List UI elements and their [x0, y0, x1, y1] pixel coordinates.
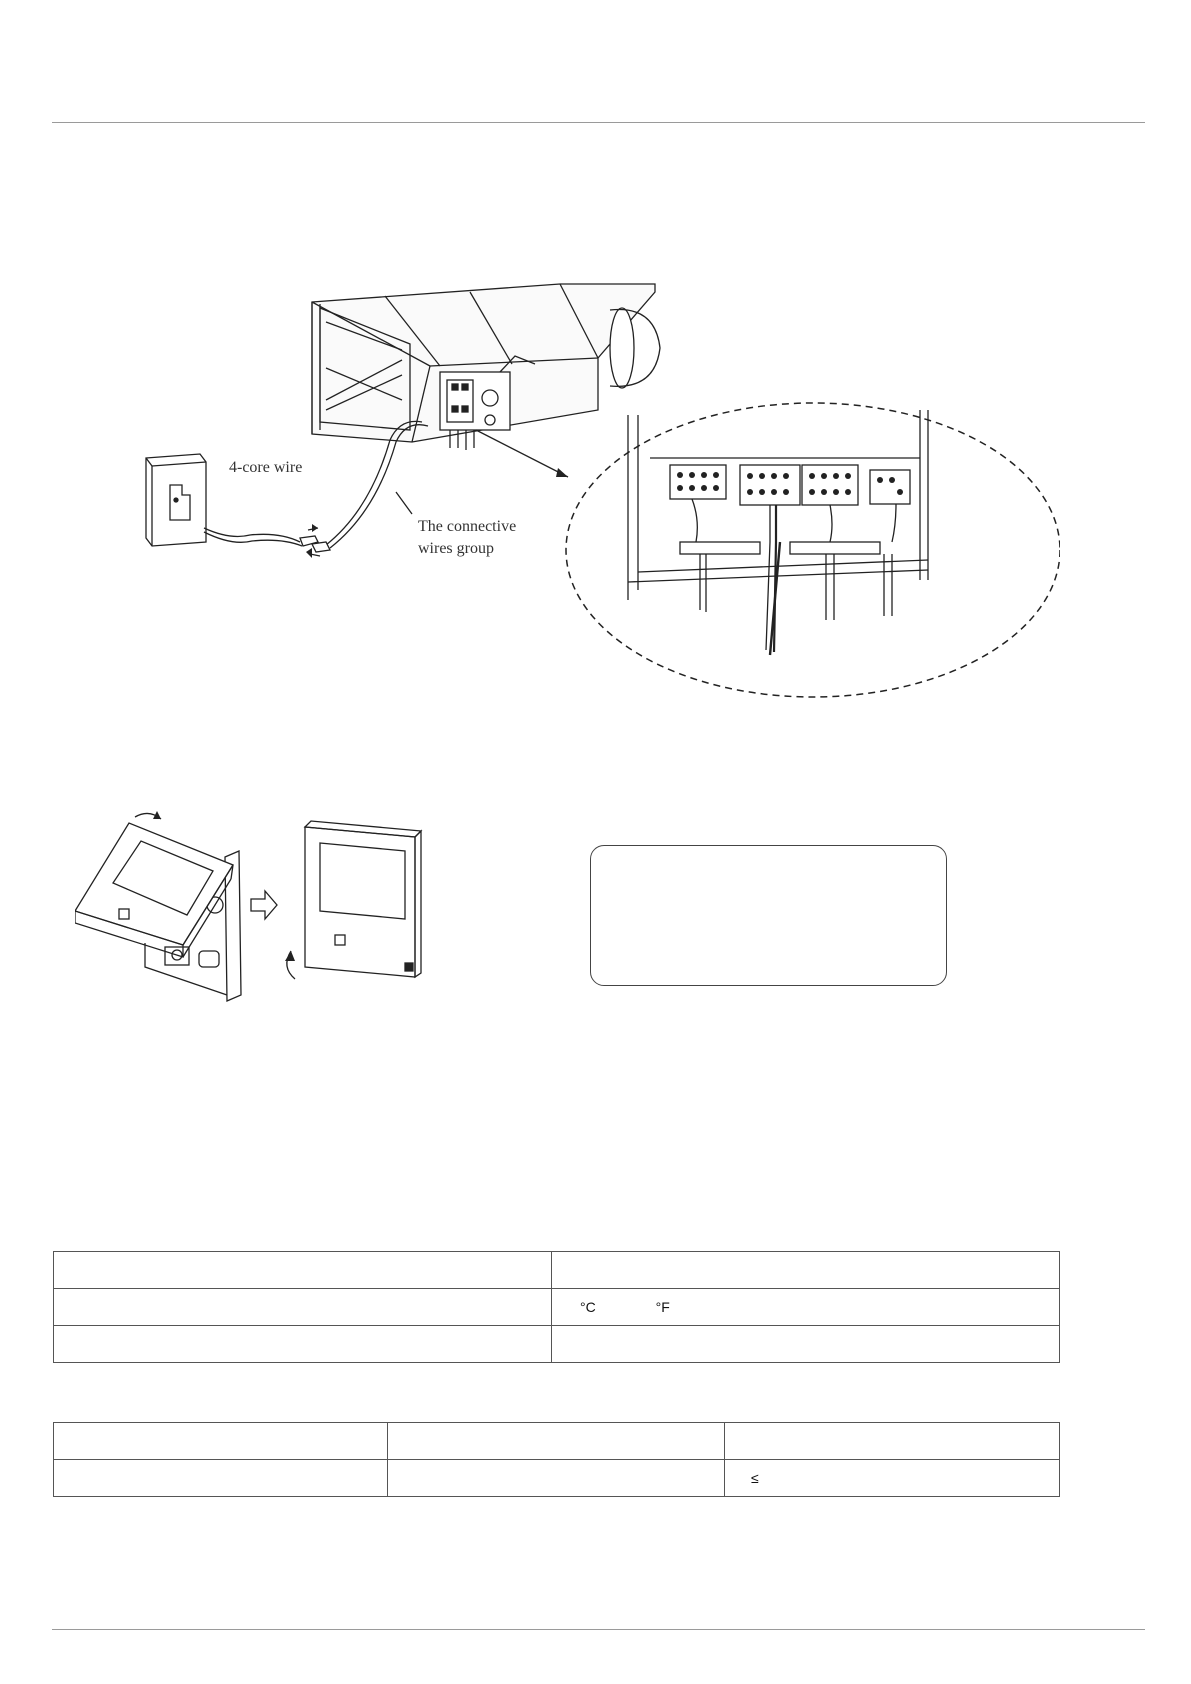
note-box [590, 845, 947, 986]
table-cell [54, 1423, 388, 1460]
table-cell [552, 1326, 1060, 1363]
table-cell [388, 1423, 725, 1460]
table-cell [54, 1252, 552, 1289]
less-equal-symbol: ≤ [751, 1470, 759, 1486]
connective-wires-label-line1: The connective [418, 518, 517, 535]
table-cell [552, 1252, 1060, 1289]
table-cell [552, 1289, 1060, 1326]
table-row [54, 1289, 1060, 1326]
footer-divider [52, 1629, 1145, 1630]
display-settings-table [53, 1251, 1060, 1363]
table-row [54, 1423, 1060, 1460]
table-cell [54, 1289, 552, 1326]
table-row [54, 1252, 1060, 1289]
header-divider [52, 122, 1145, 123]
table-cell [725, 1460, 1060, 1497]
fahrenheit-unit: °F [655, 1299, 670, 1315]
indoor-unit-wiring-drawing [140, 280, 1060, 700]
controller-mounting-figure [75, 795, 475, 1015]
controller-mounting-drawing [75, 795, 475, 1015]
connective-wires-label-line2: wires group [418, 540, 494, 557]
four-core-wire-label: 4-core wire [229, 459, 303, 476]
table-cell [388, 1460, 725, 1497]
table-row [54, 1326, 1060, 1363]
specification-table [53, 1422, 1060, 1497]
table-cell [54, 1460, 388, 1497]
table-row [54, 1460, 1060, 1497]
table-cell [54, 1326, 552, 1363]
indoor-unit-wiring-figure [140, 280, 1060, 700]
celsius-unit: °C [580, 1299, 596, 1315]
table-cell [725, 1423, 1060, 1460]
